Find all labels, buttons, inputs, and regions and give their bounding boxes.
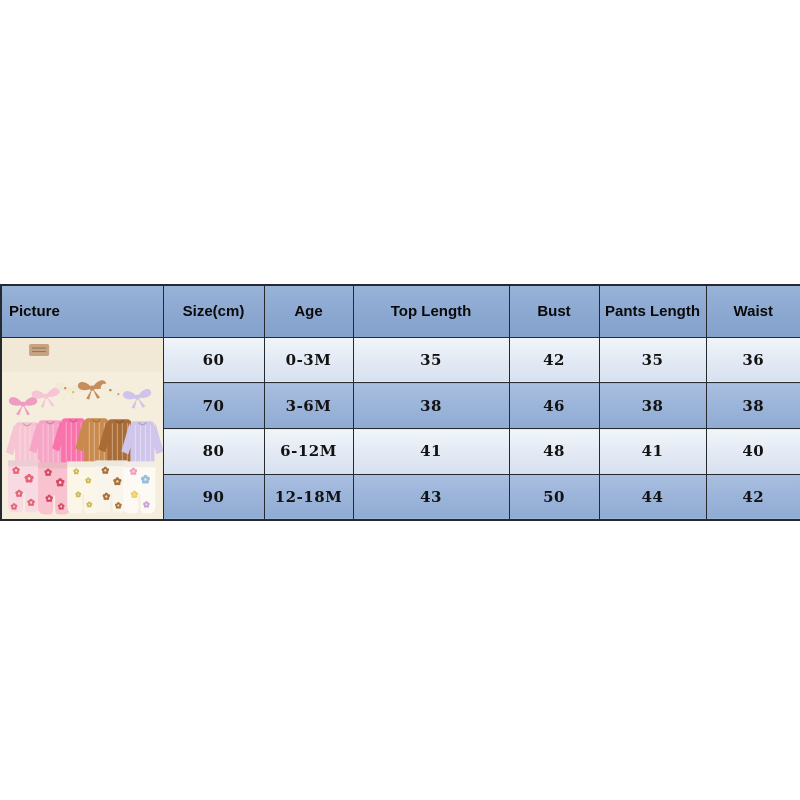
cell-size: 90 bbox=[163, 474, 264, 520]
column-header-waist: Waist bbox=[706, 285, 800, 337]
cell-top-length: 43 bbox=[353, 474, 509, 520]
cell-pants-length: 44 bbox=[599, 474, 706, 520]
column-header-pants-length: Pants Length bbox=[599, 285, 706, 337]
table-header-row bbox=[1, 285, 800, 337]
cell-age: 6-12M bbox=[264, 429, 353, 475]
cell-top-length: 38 bbox=[353, 383, 509, 429]
column-header-bust: Bust bbox=[509, 285, 599, 337]
cell-pants-length: 41 bbox=[599, 429, 706, 475]
floral-pants bbox=[8, 460, 155, 514]
product-photo-cell bbox=[1, 337, 163, 520]
cell-pants-length: 35 bbox=[599, 337, 706, 383]
column-header-age: Age bbox=[264, 285, 353, 337]
size-chart-table bbox=[0, 284, 800, 521]
column-header-size: Size(cm) bbox=[163, 285, 264, 337]
cell-age: 3-6M bbox=[264, 383, 353, 429]
cell-size: 80 bbox=[163, 429, 264, 475]
cell-bust: 42 bbox=[509, 337, 599, 383]
cell-size: 70 bbox=[163, 383, 264, 429]
cell-age: 0-3M bbox=[264, 337, 353, 383]
cell-size: 60 bbox=[163, 337, 264, 383]
table-row-size-60 bbox=[1, 337, 800, 383]
cell-waist: 38 bbox=[706, 383, 800, 429]
cell-pants-length: 38 bbox=[599, 383, 706, 429]
cell-waist: 40 bbox=[706, 429, 800, 475]
column-header-picture: Picture bbox=[1, 285, 163, 337]
cell-bust: 46 bbox=[509, 383, 599, 429]
brand-tag bbox=[29, 344, 49, 356]
cell-top-length: 41 bbox=[353, 429, 509, 475]
cell-bust: 50 bbox=[509, 474, 599, 520]
cell-waist: 36 bbox=[706, 337, 800, 383]
product-photo bbox=[2, 338, 163, 520]
cell-top-length: 35 bbox=[353, 337, 509, 383]
cell-age: 12-18M bbox=[264, 474, 353, 520]
cell-waist: 42 bbox=[706, 474, 800, 520]
column-header-top-length: Top Length bbox=[353, 285, 509, 337]
cell-bust: 48 bbox=[509, 429, 599, 475]
